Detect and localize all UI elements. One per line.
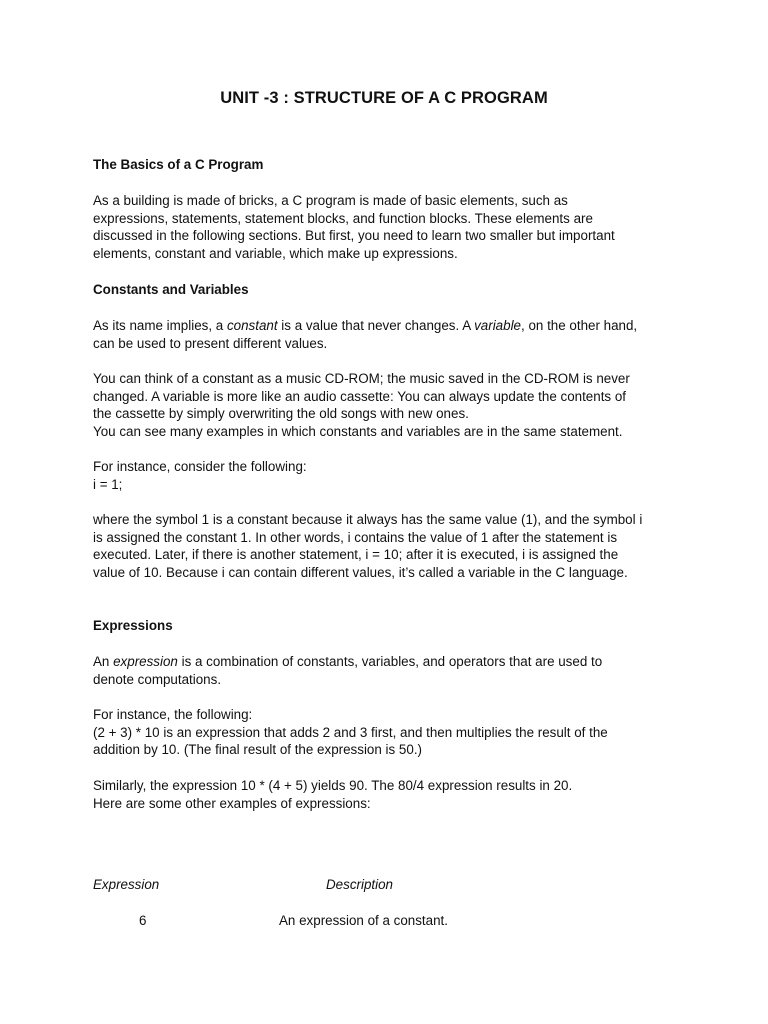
text-line: denote computations. [93,671,222,687]
text-line: (2 + 3) * 10 is an expression that adds 2 and 3 first, and then multiplies the result of the [93,724,608,740]
text-run: is a value that never changes. A [277,318,475,333]
text-line: For instance, consider the following: [93,459,307,474]
text-line: is assigned the constant 1. In other words, i contains the value of 1 after the statement is [93,529,618,545]
emphasis-expression: expression [113,654,178,669]
cell-expression: 6 [139,913,147,928]
section-heading: Expressions [93,618,173,633]
text-line: where the symbol 1 is a constant because it always has the same value (1), and the symbol i [93,512,643,527]
expressions-heading [93,617,693,635]
text-line: changed. A variable is more like an audio cassette: You can always update the contents of [93,388,627,404]
code-line: i = 1; [93,476,123,492]
cell-description: An expression of a constant. [279,913,448,928]
column-header-description: Description [326,877,393,892]
text-line: You can think of a constant as a music CD-ROM; the music saved in the CD-ROM is never [93,371,630,386]
text-run: As its name implies, a [93,318,227,333]
text-line: As a building is made of bricks, a C program is made of basic elements, such as [93,193,568,208]
constants-paragraph-3 [93,458,693,493]
text-line: Here are some other examples of expressions: [93,795,371,811]
text-line: discussed in the following sections. But first, you need to learn two smaller but important [93,228,615,244]
constants-paragraph-2 [93,370,693,440]
text-line: elements, constant and variable, which make up expressions. [93,245,458,261]
text-run: is a combination of constants, variables, and operators that are used to [177,654,603,669]
text-line: You can see many examples in which constants and variables are in the same statement. [93,423,623,439]
section-heading: The Basics of a C Program [93,157,264,172]
text-line: expressions, statements, statement blocks, and function blocks. These elements are [93,210,593,226]
text-run: , on the other hand, [521,318,638,333]
text-line: value of 10. Because i can contain different values, it’s called a variable in the C language. [93,564,628,580]
text-line: executed. Later, if there is another statement, i = 10; after it is executed, i is assigned the [93,547,619,563]
text-line: addition by 10. (The final result of the expression is 50.) [93,742,422,758]
text-line: Similarly, the expression 10 * (4 + 5) yields 90. The 80/4 expression results in 20. [93,778,573,793]
emphasis-variable: variable [474,318,522,333]
text-line: the cassette by simply overwriting the old songs with new ones. [93,406,469,422]
expressions-paragraph-2 [93,706,693,759]
expressions-paragraph-3 [93,777,693,812]
text-line [93,317,693,335]
constants-paragraph-4 [93,511,693,581]
expressions-paragraph-1 [93,653,693,688]
text-line: can be used to present different values. [93,335,328,351]
column-header-expression: Expression [93,877,160,892]
emphasis-constant: constant [226,318,278,333]
page-title: UNIT -3 : STRUCTURE OF A C PROGRAM [220,89,548,107]
section-heading: Constants and Variables [93,282,249,297]
constants-heading [93,281,693,299]
basics-heading [93,156,693,174]
constants-paragraph-1 [93,317,693,352]
text-line [93,653,693,671]
text-line: For instance, the following: [93,707,253,722]
text-run: An [93,654,114,669]
basics-paragraph [93,192,693,262]
